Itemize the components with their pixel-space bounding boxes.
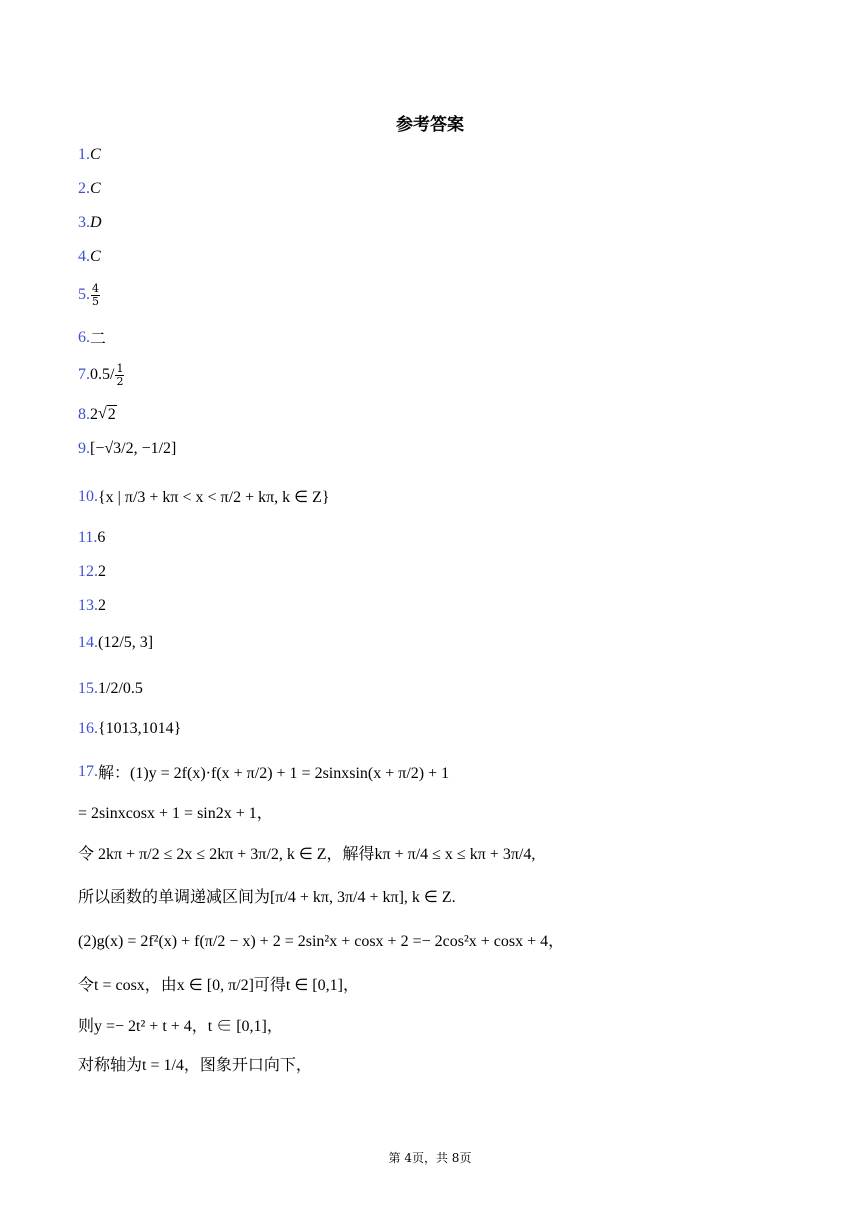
answer-number: 4. [78, 248, 90, 265]
answer-number: 17. [78, 762, 98, 780]
answer-text: 2 [98, 597, 106, 614]
answer-text: [−√3/2, −1/2] [90, 440, 177, 457]
answer-number: 2. [78, 180, 90, 197]
solution-line: 所以函数的单调递减区间为[π/4 + kπ, 3π/4 + kπ], k ∈ Z. [78, 889, 456, 906]
answer-text: D [90, 214, 102, 231]
answer-3 [78, 214, 102, 232]
answer-2 [78, 180, 101, 198]
answer-text: 二 [90, 331, 107, 348]
solution-line: 令t = cosx，由x ∈ [0, π/2]可得t ∈ [0,1]， [78, 977, 359, 994]
fraction: $\frac{1}{2}$ [116, 362, 124, 388]
answer-number: 7. [78, 366, 90, 384]
answer-number: 16. [78, 720, 98, 737]
answer-6 [78, 326, 106, 349]
square-root: √ 2 [98, 405, 116, 423]
answer-5 [78, 283, 101, 307]
answer-8 [78, 405, 117, 424]
answer-15 [78, 680, 143, 698]
answer-1 [78, 146, 101, 164]
solution-line: (2)g(x) = 2f²(x) + f(π/2 − x) + 2 = 2sin²x + cosx + 2 =− 2cos²x + cosx + 4， [78, 933, 565, 950]
answer-11 [78, 529, 105, 547]
answer-12 [78, 563, 106, 581]
answer-text: 2 [90, 405, 98, 423]
answer-text: 2 [98, 563, 106, 580]
answer-number: 14. [78, 634, 98, 651]
answer-number: 6. [78, 328, 90, 346]
answer-text: 1/2/0.5 [98, 680, 143, 697]
answer-text: 0.5/ [90, 366, 115, 384]
answer-text: {1013,1014} [98, 720, 182, 737]
answer-9 [78, 440, 176, 458]
answer-number: 10. [78, 488, 98, 505]
answer-16 [78, 720, 181, 738]
fraction: $\frac{4}{5}$ [92, 282, 99, 308]
answer-text: 解：(1)y = 2f(x)·f(x + π/2) + 1 = 2sinxsin(x + π/2) + 1 [98, 765, 450, 782]
answer-number: 3. [78, 214, 90, 231]
answer-number: 12. [78, 563, 98, 580]
answer-number: 8. [78, 405, 90, 423]
answer-number: 13. [78, 597, 98, 614]
answer-7 [78, 363, 125, 387]
answer-14 [78, 634, 153, 652]
page-footer: 第 4页，共 8页 [388, 1151, 472, 1165]
answer-10 [78, 487, 330, 507]
solution-line: 则y =− 2t² + t + 4，t ∈ [0,1]， [78, 1018, 283, 1035]
answer-number: 5. [78, 286, 90, 304]
answer-number: 9. [78, 440, 90, 457]
answer-13 [78, 597, 106, 615]
answer-17 [78, 760, 449, 783]
answer-4 [78, 248, 101, 266]
answer-text: C [90, 248, 101, 265]
answer-text: {x | π/3 + kπ < x < π/2 + kπ, k ∈ Z} [98, 489, 330, 506]
solution-line: = 2sinxcosx + 1 = sin2x + 1， [78, 805, 273, 822]
solution-line: 令 2kπ + π/2 ≤ 2x ≤ 2kπ + 3π/2, k ∈ Z，解得kπ + π/4 ≤ x ≤ kπ + 3π/4, [78, 846, 536, 863]
answer-text: C [90, 146, 101, 163]
answer-number: 11. [78, 529, 98, 546]
page-title: 参考答案 [396, 115, 464, 135]
answer-number: 15. [78, 680, 98, 697]
solution-line: 对称轴为t = 1/4，图象开口向下， [78, 1057, 312, 1074]
answer-text: 6 [97, 529, 106, 546]
answer-number: 1. [78, 146, 90, 163]
answer-text: C [90, 180, 101, 197]
answer-text: (12/5, 3] [98, 634, 154, 651]
